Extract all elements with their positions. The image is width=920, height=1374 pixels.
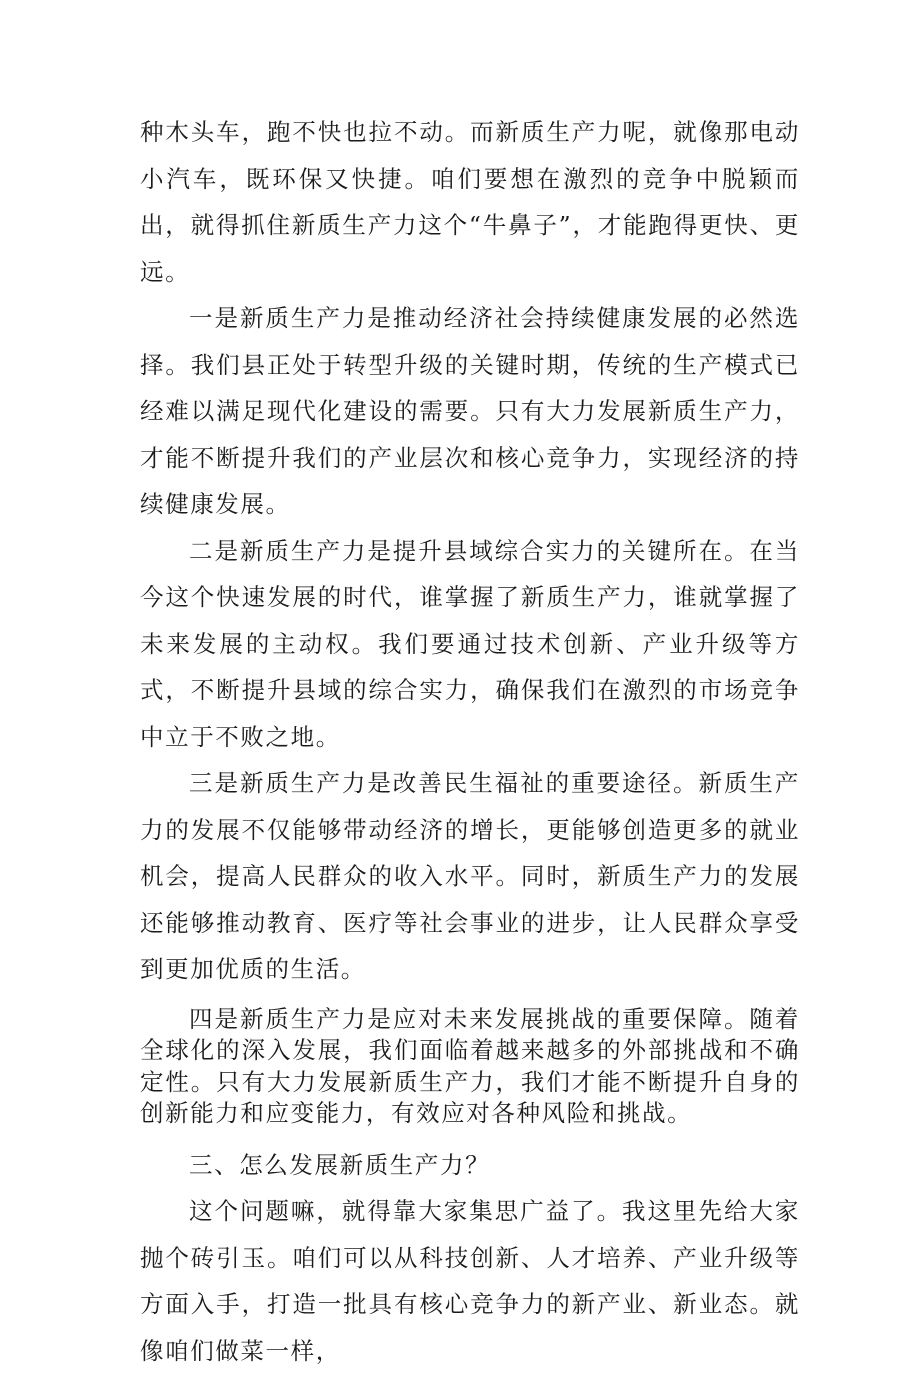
- paragraph-how-to-develop: 这个问题嘛，就得靠大家集思广益了。我这里先给大家抛个砖引玉。咱们可以从科技创新、人才培养、产业升级等方面入手，打造一批具有核心竞争力的新产业、新业态。就像咱们做菜一样，: [140, 1197, 800, 1365]
- paragraph-point-two: 二是新质生产力是提升县域综合实力的关键所在。在当今这个快速发展的时代，谁掌握了新质生产力，谁就掌握了未来发展的主动权。我们要通过技术创新、产业升级等方式，不断提升县域的综合实力，确保我们在激烈的市场竞争中立于不败之地。: [140, 536, 800, 751]
- paragraph-point-three: 三是新质生产力是改善民生福祉的重要途径。新质生产力的发展不仅能够带动经济的增长，更能够创造更多的就业机会，提高人民群众的收入水平。同时，新质生产力的发展还能够推动教育、医疗等社会事业的进步，让人民群众享受到更加优质的生活。: [140, 769, 800, 983]
- paragraph-point-one: 一是新质生产力是推动经济社会持续健康发展的必然选择。我们县正处于转型升级的关键时期，传统的生产模式已经难以满足现代化建设的需要。只有大力发展新质生产力，才能不断提升我们的产业层次和核心竞争力，实现经济的持续健康发展。: [140, 304, 800, 518]
- section-heading: 三、怎么发展新质生产力？: [189, 1150, 491, 1179]
- paragraph-point-four: 四是新质生产力是应对未来发展挑战的重要保障。随着全球化的深入发展，我们面临着越来越多的外部挑战和不确定性。只有大力发展新质生产力，我们才能不断提升自身的创新能力和应变能力，有效应对各种风险和挑战。: [140, 1004, 800, 1127]
- document-body: [140, 109, 800, 1374]
- paragraph-continuation: 种木头车，跑不快也拉不动。而新质生产力呢，就像那电动小汽车，既环保又快捷。咱们要想在激烈的竞争中脱颖而出，就得抓住新质生产力这个“牛鼻子”，才能跑得更快、更远。: [140, 118, 800, 286]
